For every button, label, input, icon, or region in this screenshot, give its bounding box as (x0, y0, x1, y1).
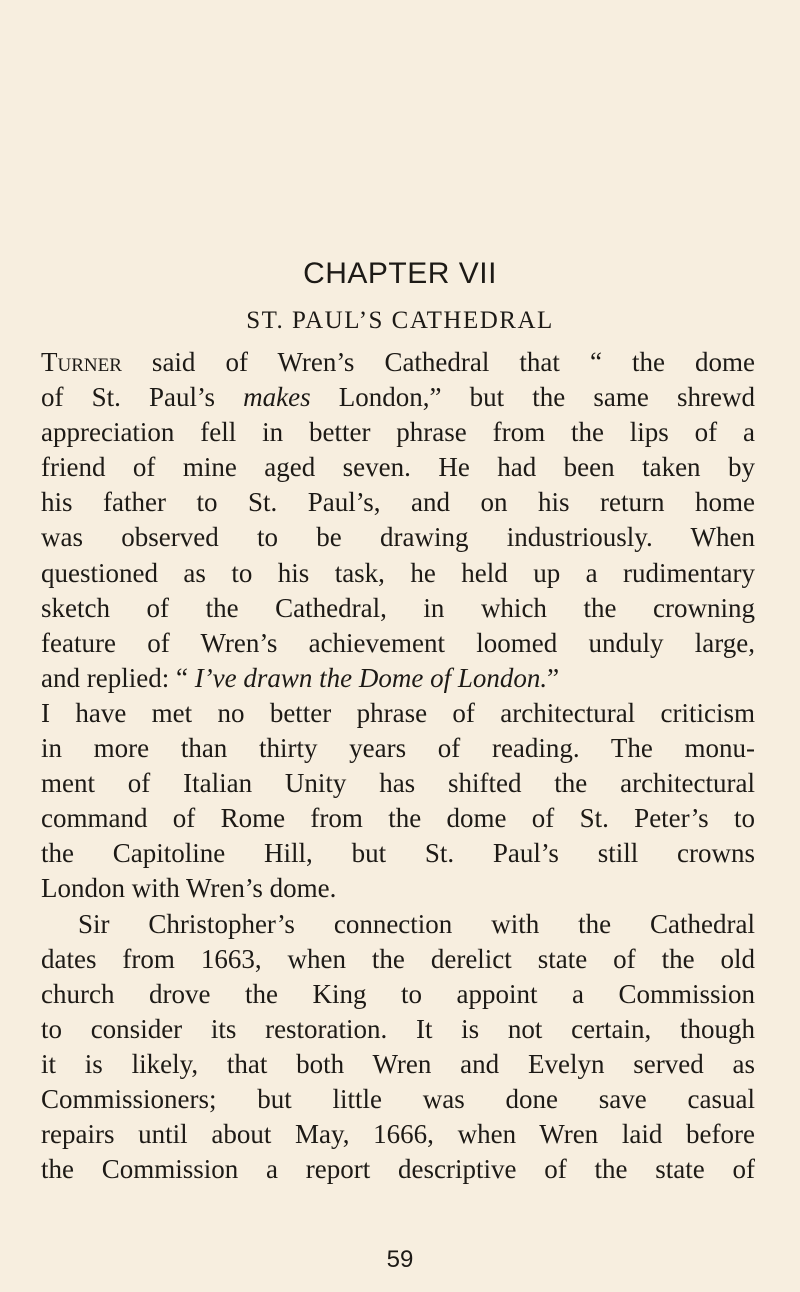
text-line: questioned as to his task, he held up a rudimentary (41, 557, 755, 588)
text-line: his father to St. Paul’s, and on his return home (41, 487, 755, 518)
text-fragment: and replied: “ (41, 662, 195, 693)
emphasis: makes (243, 382, 311, 413)
text-line (41, 380, 755, 415)
text-line: the Commission a report descriptive of the state of (41, 1154, 755, 1185)
text-line (41, 661, 755, 696)
chapter-subtitle: ST. PAUL’S CATHEDRAL (246, 307, 554, 334)
text-line: I have met no better phrase of architectural criticism (41, 697, 755, 728)
text-line: the Capitoline Hill, but St. Paul’s still crowns (41, 838, 755, 869)
text-line: Commissioners; but little was done save casual (41, 1083, 755, 1114)
text-fragment: of St. Paul’s (41, 382, 244, 413)
text-fragment: London,” but the same shrewd (310, 382, 755, 413)
text-fragment: said of Wren’s Cathedral that “ the dome (121, 347, 755, 377)
text-line: repairs until about May, 1666, when Wren laid before (41, 1119, 755, 1150)
text-line: church drove the King to appoint a Commission (41, 978, 755, 1009)
text-line (41, 345, 755, 380)
text-line: was observed to be drawing industriously. When (41, 522, 755, 553)
chapter-heading: CHAPTER VII (303, 257, 497, 290)
body-text (41, 345, 755, 1187)
text-line: feature of Wren’s achievement loomed unduly large, (41, 627, 755, 658)
text-line: sketch of the Cathedral, in which the crowning (41, 592, 755, 623)
text-line: Sir Christopher’s connection with the Cathedral (78, 908, 755, 939)
text-line: command of Rome from the dome of St. Peter’s to (41, 803, 755, 834)
text-line: it is likely, that both Wren and Evelyn served as (41, 1048, 755, 1079)
text-fragment: ” (547, 662, 560, 693)
text-line: friend of mine aged seven. He had been taken by (41, 452, 755, 483)
paragraph-1 (41, 345, 755, 907)
quotation: I’ve drawn the Dome of London. (194, 662, 548, 693)
text-line: London with Wren’s dome. (41, 873, 337, 904)
text-line: dates from 1663, when the derelict state of the old (41, 943, 755, 974)
paragraph-2 (41, 907, 755, 1188)
text-line: to consider its restoration. It is not certain, though (41, 1013, 755, 1044)
text-line: appreciation fell in better phrase from the lips of a (41, 417, 755, 448)
text-line: in more than thirty years of reading. The monu- (41, 733, 755, 764)
dropword: Turner (41, 347, 122, 377)
page-number: 59 (386, 1246, 414, 1273)
text-line: ment of Italian Unity has shifted the architectural (41, 768, 755, 799)
